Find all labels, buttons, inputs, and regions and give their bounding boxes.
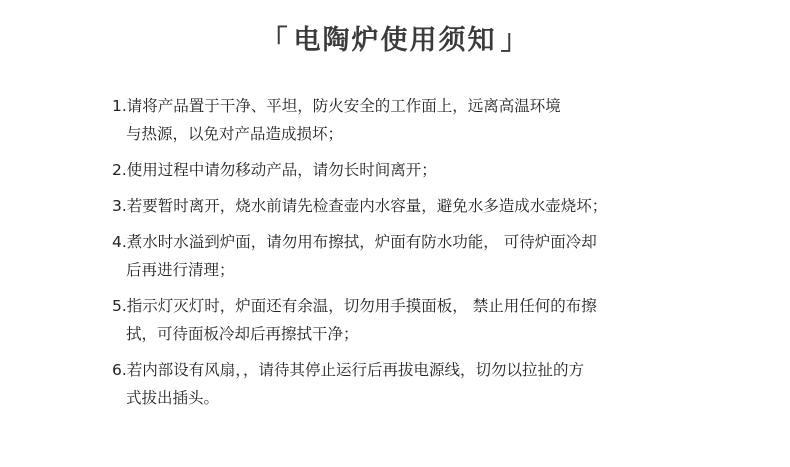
instruction-item-2 [112,156,732,184]
instruction-item-6 [112,356,732,412]
title-close-bracket: 」 [500,25,530,56]
instruction-line: 后再进行清理； [126,261,235,279]
instructions-list [112,92,732,420]
page-title [261,18,530,57]
instruction-line: 拭，可待面板冷却后再擦拭干净； [126,325,359,343]
instruction-item-3 [112,192,732,220]
instruction-line: 1.请将产品置于干净、平坦，防火安全的工作面上，远离高温环境 [112,97,561,115]
instruction-item-5 [112,292,732,348]
instruction-line: 5.指示灯灭灯时，炉面还有余温，切勿用手摸面板， 禁止用任何的布擦 [112,297,597,315]
instruction-item-1 [112,92,732,148]
title-text: 电陶炉使用须知 [293,25,497,56]
instruction-line: 6.若内部设有风扇，，请待其停止运行后再拔电源线，切勿以拉扯的方 [112,361,585,379]
instruction-line: 4.煮水时水溢到炉面，请勿用布擦拭，炉面有防水功能， 可待炉面冷却 [112,233,597,251]
instruction-item-4 [112,228,732,284]
instruction-line: 2.使用过程中请勿移动产品，请勿长时间离开； [112,161,437,179]
title-area [0,18,790,57]
instruction-line: 与热源，以免对产品造成损坏； [126,125,344,143]
instruction-line: 3.若要暂时离开，烧水前请先检查壶内水容量，避免水多造成水壶烧坏； [112,197,608,215]
instruction-line: 式拔出插头。 [126,389,220,407]
title-open-bracket: 「 [260,25,290,56]
